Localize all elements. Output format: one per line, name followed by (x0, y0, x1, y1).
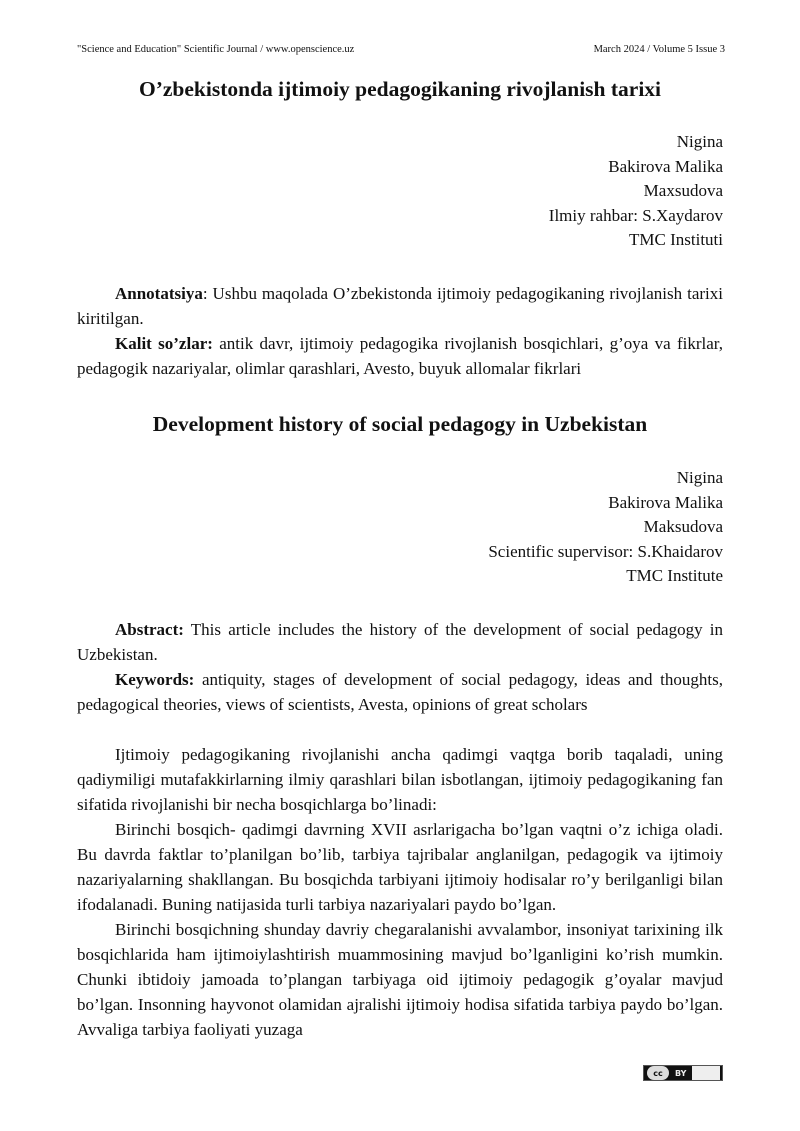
cc-mark: cc (647, 1066, 669, 1080)
cc-by-icon[interactable] (643, 1065, 723, 1081)
uz-annotation (77, 281, 723, 331)
by-mark: BY (675, 1068, 687, 1078)
keywords-label: Keywords: (115, 669, 195, 689)
author-line: Bakirova Malika (608, 492, 723, 512)
abstract-label: Abstract: (115, 619, 184, 639)
annotation-text: : Ushbu maqolada O’zbekistonda ijtimoiy pedagogikaning rivojlanish tarixi kiritilgan. (77, 283, 723, 328)
body-paragraph: Birinchi bosqichning shunday davriy chegaralanishi avvalambor, insoniyat tarixining ilk bosqichlarida ham ijtimoiylashtirish muammosining mavjud bo’lganligini ko’rish mumkin. Chunki ibtidoiy jamoada to’plangan tarbiyaga oid ijtimoiy pedagogik g’oyalar mavjud bo’lgan. Insonning hayvonot olamidan ajralishi ijtimoiy hodisa sifatida tarbiya paydo bo’lgan. Avvaliga tarbiya faoliyati yuzaga (77, 919, 723, 1039)
en-title: Development history of social pedagogy in Uzbekistan (152, 411, 648, 436)
uz-keywords (77, 331, 723, 381)
body-paragraph: Birinchi bosqich- qadimgi davrning XVII asrlarigacha bo’lgan vaqtni o’z ichiga oladi. Bu davrda faktlar to’planilgan bo’lib, tarbiya tajribalar anglanilgan, pedagogik va ijtimoiy nazariyalarning shakllangan. Bu bosqichda tarbiyani ijtimoiy hodisalar ro’y berilganligi bilan ifodalanadi. Buning natijasida turli tarbiya nazariyalari paydo bo’lgan. (77, 819, 723, 914)
article (77, 76, 723, 1042)
license-bar (692, 1066, 720, 1080)
page-footer (77, 1065, 723, 1083)
institution-line: TMC Instituti (629, 230, 723, 250)
running-header (77, 44, 723, 55)
institution-line: TMC Institute (626, 566, 723, 586)
body-paragraph: Ijtimoiy pedagogikaning rivojlanishi ancha qadimgi vaqtga borib taqaladi, uning qadiymiligi mutafakkirlarning ilmiy qarashlari bilan isbotlangan, ijtimoiy pedagogikaning fan sifatida rivojlanishi bir necha bosqichlarga bo’linadi: (77, 744, 723, 814)
author-line: Bakirova Malika (608, 156, 723, 176)
author-line: Nigina (676, 132, 723, 151)
journal-name: "Science and Education" Scientific Journal / www.openscience.uz (77, 44, 355, 55)
uz-title: O’zbekistonda ijtimoiy pedagogikaning rivojlanish tarixi (138, 77, 662, 101)
abstract-text: This article includes the history of the development of social pedagogy in Uzbekistan. (77, 619, 723, 664)
keywords-text: antiquity, stages of development of social pedagogy, ideas and thoughts, pedagogical theories, views of scientists, Avesta, opinions of great scholars (77, 669, 723, 714)
en-keywords (77, 667, 723, 717)
annotation-label: Annotatsiya (115, 283, 203, 303)
uz-authors (77, 130, 723, 253)
author-line: Nigina (676, 467, 723, 487)
en-abstract (77, 617, 723, 667)
en-authors (77, 466, 723, 589)
author-line: Maksudova (643, 517, 723, 537)
supervisor-line: Ilmiy rahbar: S.Xaydarov (548, 205, 723, 225)
keywords-label: Kalit so’zlar: (115, 333, 213, 353)
issue-info: March 2024 / Volume 5 Issue 3 (593, 44, 725, 55)
supervisor-line: Scientific supervisor: S.Khaidarov (488, 541, 723, 561)
author-line: Maxsudova (643, 181, 723, 201)
keywords-text: antik davr, ijtimoiy pedagogika rivojlanish bosqichlari, g’oya va fikrlar, pedagogik nazariyalar, olimlar qarashlari, Avesto, buyuk allomalar fikrlari (77, 333, 723, 378)
